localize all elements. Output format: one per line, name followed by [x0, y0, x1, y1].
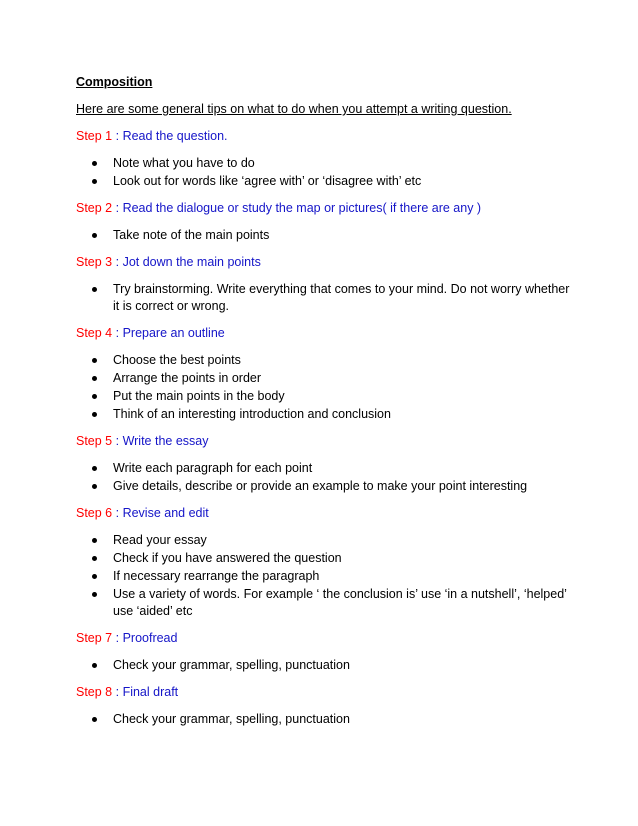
bullet-list — [76, 352, 576, 423]
step-title: Jot down the main points — [122, 255, 261, 269]
list-item — [76, 586, 576, 620]
list-item-text: Think of an interesting introduction and conclusion — [113, 407, 391, 421]
step-title: Proofread — [122, 631, 178, 645]
step-separator: : — [112, 434, 123, 448]
list-item-text: Read your essay — [113, 533, 207, 547]
list-item — [76, 227, 576, 244]
list-item — [76, 155, 576, 172]
list-item — [76, 370, 576, 387]
list-item — [76, 657, 576, 674]
document-title: Composition — [76, 75, 153, 89]
list-item-text: Check your grammar, spelling, punctuation — [113, 658, 350, 672]
list-item — [76, 532, 576, 549]
bullet-icon — [92, 358, 97, 363]
step-title: Read the question — [122, 129, 225, 143]
list-item-text: Write each paragraph for each point — [113, 461, 313, 475]
list-item-text: Check if you have answered the question — [113, 551, 342, 565]
step-separator: : — [112, 631, 123, 645]
step-label: Step 5 — [76, 434, 113, 448]
step-title: Prepare an outline — [122, 326, 225, 340]
bullet-icon — [92, 376, 97, 381]
bullet-icon — [92, 717, 97, 722]
step-heading — [76, 433, 576, 450]
list-item-text: Try brainstorming. Write everything that comes to your mind. Do not worry whether it is correct or wrong. — [113, 282, 570, 313]
step-separator: : — [112, 685, 123, 699]
step-label: Step 8 — [76, 685, 113, 699]
step-heading — [76, 630, 576, 647]
step-separator: : — [112, 326, 123, 340]
bullet-icon — [92, 287, 97, 292]
list-item-text: Use a variety of words. For example ‘ the conclusion is’ use ‘in a nutshell’, ‘helped’ use ‘aided’ etc — [113, 587, 567, 618]
list-item-text: Take note of the main points — [113, 228, 270, 242]
step-label: Step 2 — [76, 201, 113, 215]
bullet-icon — [92, 161, 97, 166]
step-heading — [76, 684, 576, 701]
list-item-text: Check your grammar, spelling, punctuation — [113, 712, 350, 726]
list-item-text: Choose the best points — [113, 353, 241, 367]
list-item — [76, 173, 576, 190]
step-title: Read the dialogue or study the map or pictures( if there are any ) — [122, 201, 482, 215]
step-heading — [76, 200, 576, 217]
list-item-text: Put the main points in the body — [113, 389, 285, 403]
bullet-list — [76, 711, 576, 728]
bullet-icon — [92, 574, 97, 579]
bullet-list — [76, 532, 576, 620]
list-item-text: Arrange the points in order — [113, 371, 262, 385]
bullet-list — [76, 281, 576, 315]
bullet-icon — [92, 556, 97, 561]
bullet-icon — [92, 179, 97, 184]
step-title: Final draft — [122, 685, 179, 699]
step-label: Step 3 — [76, 255, 113, 269]
list-item — [76, 550, 576, 567]
step-heading — [76, 505, 576, 522]
list-item — [76, 478, 576, 495]
list-item-text: Look out for words like ‘agree with’ or ‘disagree with’ etc — [113, 174, 422, 188]
list-item — [76, 281, 576, 315]
bullet-icon — [92, 233, 97, 238]
list-item-text: Note what you have to do — [113, 156, 255, 170]
step-heading — [76, 254, 576, 271]
bullet-icon — [92, 484, 97, 489]
list-item — [76, 388, 576, 405]
list-item — [76, 711, 576, 728]
step-title: Revise and edit — [122, 506, 209, 520]
bullet-list — [76, 657, 576, 674]
list-item — [76, 406, 576, 423]
step-label: Step 4 — [76, 326, 113, 340]
bullet-list — [76, 155, 576, 190]
steps-container — [76, 128, 576, 728]
step-label: Step 7 — [76, 631, 113, 645]
bullet-icon — [92, 466, 97, 471]
intro-text: Here are some general tips on what to do when you attempt a writing question. — [76, 102, 512, 116]
step-separator: : — [112, 201, 123, 215]
step-separator: : — [112, 129, 123, 143]
document-page — [76, 74, 576, 729]
step-title-suffix: . — [224, 129, 228, 143]
list-item — [76, 568, 576, 585]
step-separator: : — [112, 255, 123, 269]
step-heading — [76, 325, 576, 342]
bullet-icon — [92, 538, 97, 543]
step-title: Write the essay — [122, 434, 209, 448]
list-item — [76, 460, 576, 477]
step-label: Step 1 — [76, 129, 113, 143]
bullet-icon — [92, 592, 97, 597]
list-item — [76, 352, 576, 369]
bullet-icon — [92, 412, 97, 417]
list-item-text: Give details, describe or provide an example to make your point interesting — [113, 479, 528, 493]
bullet-list — [76, 460, 576, 495]
bullet-icon — [92, 394, 97, 399]
step-separator: : — [112, 506, 123, 520]
step-heading — [76, 128, 576, 145]
step-label: Step 6 — [76, 506, 113, 520]
bullet-list — [76, 227, 576, 244]
bullet-icon — [92, 663, 97, 668]
list-item-text: If necessary rearrange the paragraph — [113, 569, 320, 583]
